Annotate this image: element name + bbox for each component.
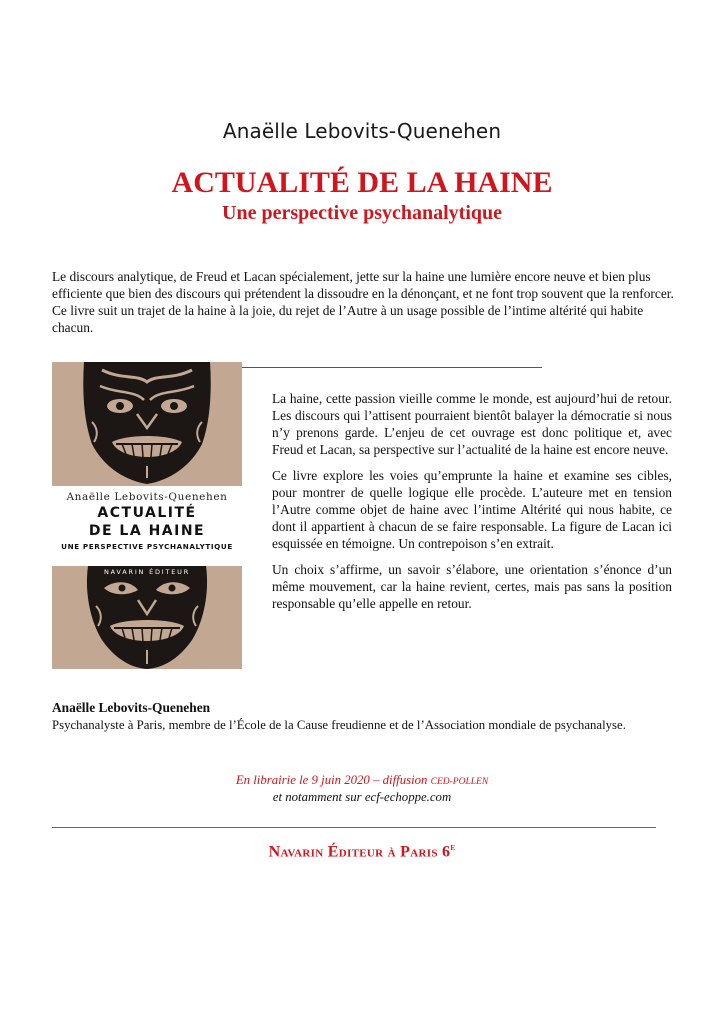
- description-paragraph: Ce livre explore les voies qu’emprunte la haine et examine ses cibles, pour montrer de quelle logique elle procède. L’auteure met en tension l’Autre comme objet de haine avec l’intime Altérité qui nous habite, ce dont il appartient à chacun de se faire responsable. La figure de Lacan ici esquissée en témoigne. Un contrepoison s’en extrait.: [272, 468, 672, 551]
- cover-subtitle: UNE PERSPECTIVE PSYCHANALYTIQUE: [61, 542, 233, 551]
- mask-illustration-top: [52, 362, 242, 486]
- book-title: ACTUALITÉ DE LA HAINE: [171, 166, 553, 199]
- release-online: et notamment sur ecf-echoppe.com: [272, 790, 452, 804]
- author-name: Anaëlle Lebovits-Quenehen: [222, 119, 502, 143]
- book-cover: [52, 362, 242, 669]
- mask-illustration-bottom: [52, 566, 242, 669]
- distributor-name: CED-POLLEN: [430, 777, 489, 787]
- publisher-superscript: e: [450, 842, 456, 853]
- cover-author: Anaëlle Lebovits-Quenehen: [66, 491, 228, 503]
- divider: [52, 827, 656, 828]
- cover-publisher: NAVARIN ÉDITEUR: [103, 568, 191, 576]
- cover-title-line2: DE LA HAINE: [88, 523, 206, 539]
- intro-paragraph: Ce livre suit un trajet de la haine à la joie, du rejet de l’Autre à un usage possible de l’intime altérité qui habite chacun.: [52, 303, 644, 335]
- publisher-footer: [0, 842, 724, 861]
- description-paragraph: Un choix s’affirme, un savoir s’élabore, une orientation s’énonce d’un même mouvement, car la haine revient, certes, mais pas sans la position responsable qu’elle appelle en retour.: [272, 562, 672, 611]
- intro-text: [52, 268, 682, 336]
- bio-description: Psychanalyste à Paris, membre de l’École de la Cause freudienne et de l’Association mondiale de psychanalyse.: [52, 718, 626, 732]
- cover-title-band: [52, 486, 242, 566]
- book-description: [272, 390, 672, 621]
- intro-paragraph: Le discours analytique, de Freud et Lacan spécialement, jette sur la haine une lumière encore neuve et bien plus efficiente que bien des discours qui prétendent la dissoudre en la dénonçant, et ne font trop souvent que la renforcer.: [52, 269, 674, 301]
- bio-author-name: Anaëlle Lebovits-Quenehen: [52, 700, 211, 715]
- publisher-text: Navarin Éditeur à Paris 6: [268, 843, 451, 861]
- description-paragraph: La haine, cette passion vieille comme le monde, est aujourd’hui de retour. Les discours qui l’attisent pourraient bientôt balayer la démocratie si nous n’y prenons garde. L’enjeu de cet ouvrage est donc politique et, avec Freud et Lacan, sa perspective sur l’actualité de la haine est encore neuve.: [272, 391, 672, 457]
- divider: [204, 367, 542, 368]
- release-date-text: En librairie le 9 juin 2020 – diffusion: [235, 773, 431, 787]
- release-info: [0, 773, 724, 788]
- cover-title-line1: ACTUALITÉ: [97, 505, 197, 521]
- book-subtitle: Une perspective psychanalytique: [222, 202, 502, 224]
